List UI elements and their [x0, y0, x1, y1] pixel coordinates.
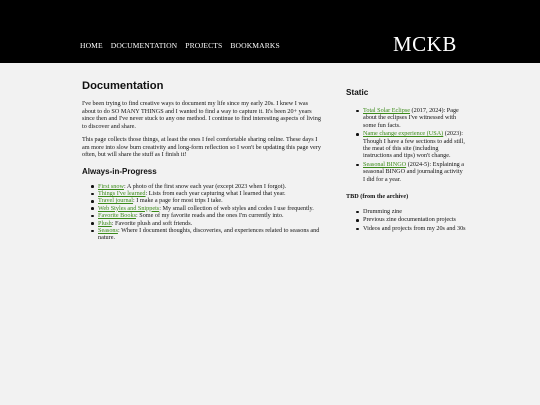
list-item-text: : My small collection of web styles and codes I use frequently. — [159, 204, 314, 212]
first-snow-link[interactable]: First snow — [98, 182, 124, 190]
main-content — [82, 80, 322, 242]
site-logo[interactable]: MCKB — [393, 32, 457, 56]
favorite-books-link[interactable]: Favorite Books — [98, 212, 136, 220]
list-item — [98, 212, 322, 219]
list-item — [98, 183, 322, 190]
nav-documentation-link[interactable]: DOCUMENTATION — [110, 41, 178, 50]
list-item: Videos and projects from my 20s and 30s — [363, 224, 466, 232]
seasons-link[interactable]: Seasons — [98, 226, 118, 234]
site-header — [0, 0, 540, 63]
list-item-text: : I make a page for most trips I take. — [133, 197, 223, 205]
travel-journal-link[interactable]: Travel journal — [98, 197, 134, 205]
list-item-text: : Favorite plush and soft friends. — [111, 219, 193, 227]
seasonal-bingo-link[interactable]: Seasonal BINGO — [363, 160, 407, 168]
things-learned-link[interactable]: Things I've learned — [98, 189, 146, 197]
static-list — [346, 107, 466, 183]
list-item — [98, 190, 322, 197]
intro-paragraph-1: I've been trying to find creative ways to document my life since my early 20s. I knew I was about to do SO MANY THINGS and I wanted to find a way to capture it. It's been 20+ years since then and I've never stuck to any one method. I continue to find interesting aspects of living to discover and share. — [82, 100, 321, 130]
nav-home-link[interactable]: HOME — [80, 41, 103, 50]
section-title-always-in-progress: Always-in-Progress — [82, 166, 157, 176]
solar-eclipse-link[interactable]: Total Solar Eclipse — [363, 107, 410, 114]
main-nav — [80, 41, 280, 50]
sidebar-title-static: Static — [346, 88, 369, 97]
list-item: Previous zine documentation projects — [363, 216, 466, 223]
name-change-link[interactable]: Name change experience (USA) — [363, 130, 444, 138]
list-item-text: : A photo of the first snow each year (except 2023 when I forgot). — [123, 182, 287, 190]
web-styles-link[interactable]: Web Styles and Snippets — [98, 204, 160, 212]
always-in-progress-list — [82, 183, 322, 242]
list-item-text: : Some of my favorite reads and the ones I'm currently into. — [135, 212, 284, 220]
list-item: Drumming zine — [363, 208, 466, 215]
list-item — [363, 107, 466, 129]
list-item — [363, 130, 466, 160]
list-item — [98, 205, 322, 212]
list-item-text: (2023): Though I have a few sections to add still, the meat of this site (including instructions and tips) won't change. — [363, 130, 465, 160]
plush-link[interactable]: Plush — [98, 219, 112, 227]
sidebar-title-tbd: TBD (from the archive) — [346, 193, 409, 201]
intro-paragraph-2: This page collects those things, at least the ones I feel comfortable sharing online. These days I am more into slow burn creativity and long-form reflection so I won't be updating this page very often, but will share the stuff as I finish it! — [82, 136, 321, 158]
list-item-text: (2024-5): Explaining a seasonal BINGO and journaling activity I did for a year. — [363, 160, 465, 183]
list-item — [98, 220, 322, 227]
list-item-text: : Lists from each year capturing what I learned that year. — [145, 189, 286, 197]
nav-bookmarks-link[interactable]: BOOKMARKS — [230, 41, 280, 50]
sidebar — [346, 88, 466, 233]
list-item-text: : Where I document thoughts, discoveries, and experiences related to seasons and nature. — [98, 226, 320, 242]
page-title: Documentation — [82, 80, 164, 92]
list-item-text: (2017, 2024): Page about the eclipses I've witnessed with some fun facts. — [363, 107, 459, 129]
list-item — [98, 197, 322, 204]
list-item — [363, 161, 466, 183]
list-item — [98, 227, 322, 242]
tbd-list — [346, 208, 466, 232]
nav-projects-link[interactable]: PROJECTS — [185, 41, 223, 50]
